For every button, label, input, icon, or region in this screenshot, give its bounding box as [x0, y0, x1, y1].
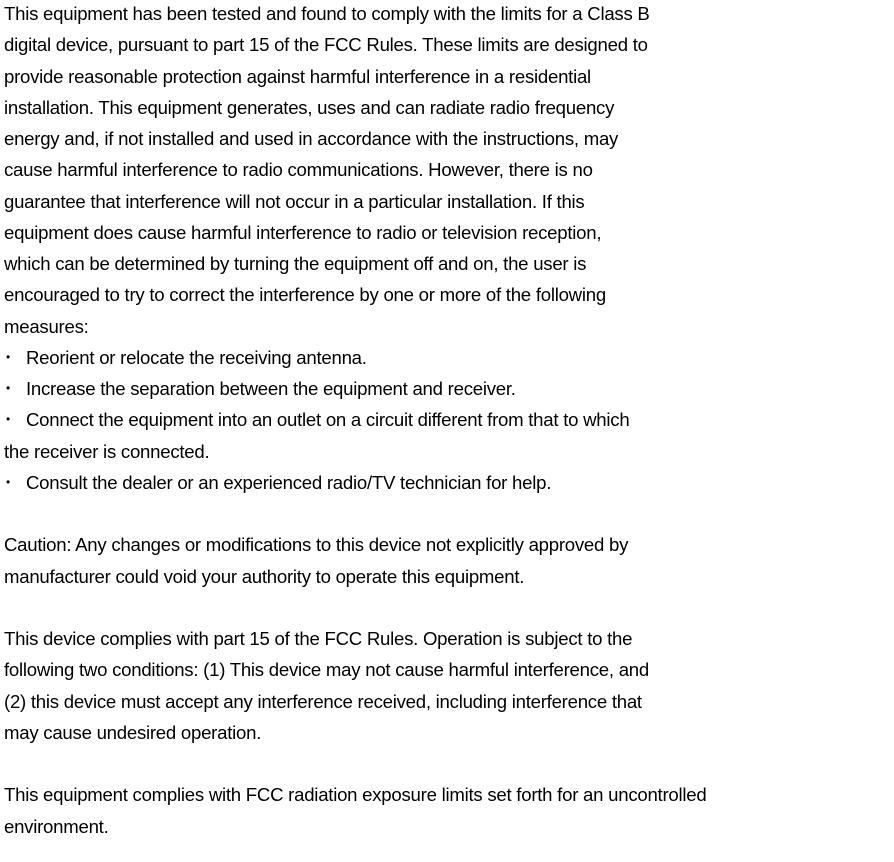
list-item-text: Consult the dealer or an experienced radio/TV technician for help.	[26, 471, 552, 493]
list-item-continuation: the receiver is connected.	[4, 440, 210, 462]
text-line: guarantee that interference will not occur in a particular installation. If this	[4, 190, 585, 212]
blank-line	[4, 498, 706, 529]
text-line: equipment does cause harmful interference to radio or television reception,	[4, 221, 602, 243]
text-line: This equipment has been tested and found to comply with the limits for a Class B	[4, 3, 650, 24]
list-item	[4, 373, 706, 404]
list-item	[4, 342, 706, 373]
text-line: environment.	[4, 815, 109, 837]
list-item-text: Reorient or relocate the receiving antenna.	[26, 346, 367, 368]
text-line: encouraged to try to correct the interference by one or more of the following	[4, 284, 606, 306]
text-line: installation. This equipment generates, uses and can radiate radio frequency	[4, 96, 615, 118]
text-line: may cause undesired operation.	[4, 721, 262, 743]
text-line: measures:	[4, 315, 89, 337]
text-line: Caution: Any changes or modifications to this device not explicitly approved by	[4, 534, 629, 556]
list-item	[4, 404, 706, 435]
text-line: following two conditions: (1) This device may not cause harmful interference, and	[4, 659, 649, 681]
text-line: provide reasonable protection against harmful interference in a residential	[4, 65, 591, 87]
caution-paragraph	[4, 529, 706, 592]
text-line: This equipment complies with FCC radiation exposure limits set forth for an uncontrolled	[4, 784, 707, 806]
blank-line	[4, 748, 706, 779]
measures-list	[4, 342, 706, 498]
list-item	[4, 467, 706, 498]
blank-line	[4, 592, 706, 623]
text-line: cause harmful interference to radio communications. However, there is no	[4, 159, 593, 181]
radiation-exposure-paragraph	[4, 779, 706, 842]
text-line: digital device, pursuant to part 15 of the FCC Rules. These limits are designed to	[4, 34, 648, 56]
list-item-text: Increase the separation between the equipment and receiver.	[26, 378, 516, 399]
text-line: This device complies with part 15 of the FCC Rules. Operation is subject to the	[4, 628, 633, 649]
fcc-class-b-paragraph	[4, 0, 706, 342]
fcc-statement-document	[4, 0, 706, 842]
text-line: (2) this device must accept any interference received, including interference that	[4, 690, 642, 712]
text-line: energy and, if not installed and used in accordance with the instructions, may	[4, 128, 619, 149]
text-line: manufacturer could void your authority to operate this equipment.	[4, 565, 525, 587]
part15-paragraph	[4, 623, 706, 748]
text-line: which can be determined by turning the equipment off and on, the user is	[4, 253, 587, 274]
list-item-text: Connect the equipment into an outlet on a circuit different from that to which	[26, 409, 630, 431]
